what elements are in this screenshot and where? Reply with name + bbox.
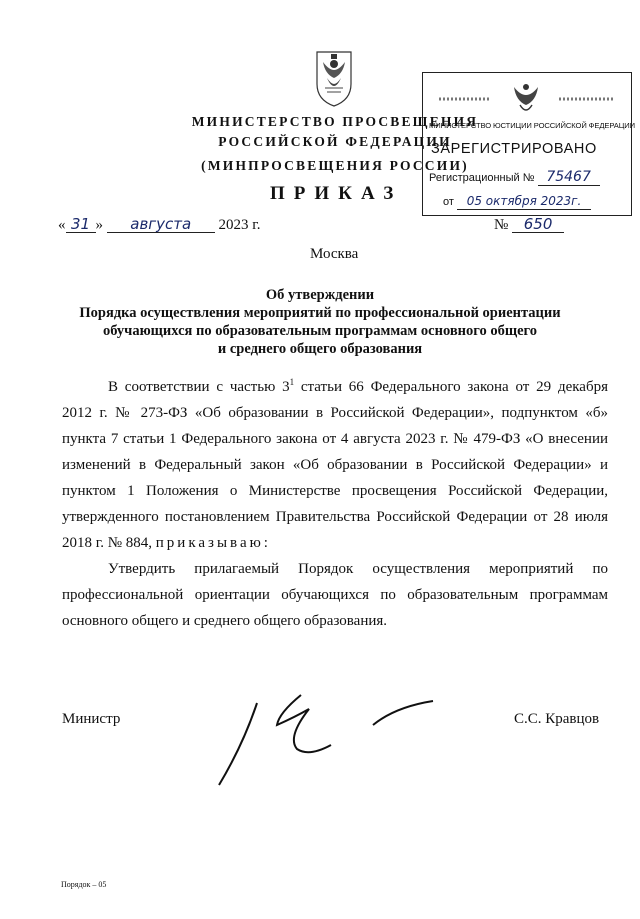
body-p1-order-word: приказываю: — [155, 535, 271, 551]
stamp-reg-label: Регистрационный № — [429, 172, 535, 184]
document-title: ПРИКАЗ — [270, 183, 403, 204]
date-year: 2023 г. — [218, 217, 261, 233]
ministry-line1: МИНИСТЕРСТВО ПРОСВЕЩЕНИЯ — [191, 114, 479, 129]
stamp-date-value: 05 октября 2023г. — [457, 193, 591, 210]
subject-line1: Об утверждении — [265, 287, 375, 303]
footer-label: Порядок – 05 — [61, 880, 107, 889]
date-day: 31 — [66, 216, 96, 233]
subject-line2: Порядка осуществления мероприятий по профессиональной ориентации — [79, 305, 561, 321]
signatory-name: С.С. Кравцов — [514, 711, 600, 727]
body-paragraph-1 — [62, 369, 608, 556]
subject-line3: обучающихся по образовательным программам основного общего — [102, 323, 538, 339]
stamp-eagle-icon — [508, 79, 544, 115]
body-p1-superscript: 1 — [289, 377, 295, 387]
stamp-texture-icon — [437, 93, 493, 105]
stamp-registration-date — [443, 193, 591, 210]
body-p1-text-b: статьи 66 Федерального закона от 29 декабря 2012 г. № 273-ФЗ «Об образовании в Российской Федерации», подпунктом «б» пункта 7 статьи 1 Федерального закона от 4 августа 2023 г. № 479-ФЗ «О внесении изменений в Федеральный закон «Об образовании в Российской Федерации» и пунктом 1 Положения о Министерстве просвещения Российской Федерации, утвержденного постановлением Правительства Российской Федерации от 28 июля 2018 г. № 884, — [62, 379, 608, 551]
stamp-status: ЗАРЕГИСТРИРОВАНО — [431, 141, 597, 157]
stamp-date-label: от — [443, 196, 454, 208]
date-month: августа — [107, 216, 215, 233]
document-subject — [70, 286, 570, 358]
order-number-value: 650 — [512, 216, 564, 233]
stamp-reg-number-value: 75467 — [538, 169, 600, 186]
order-number — [494, 216, 564, 234]
city: Москва — [310, 246, 359, 262]
body-p1-text-a: В соответствии с частью 3 — [108, 379, 290, 395]
subject-line4: и среднего общего образования — [217, 341, 423, 357]
signature-icon — [205, 685, 445, 790]
body-paragraph-2: Утвердить прилагаемый Порядок осуществления мероприятий по профессиональной ориентации обучающихся по образовательным программам основного общего и среднего общего образования. — [62, 561, 608, 629]
registration-stamp — [422, 72, 635, 216]
coat-of-arms-icon — [303, 44, 365, 108]
date-close-quote: » — [95, 217, 103, 233]
date-row — [58, 216, 260, 234]
ministry-line3: (МИНПРОСВЕЩЕНИЯ РОССИИ) — [201, 158, 469, 173]
order-number-prefix: № — [494, 217, 509, 233]
stamp-texture-icon — [557, 93, 617, 105]
signatory-position: Министр — [62, 711, 121, 727]
ministry-line2: РОССИЙСКОЙ ФЕДЕРАЦИИ — [218, 134, 452, 149]
document-body — [62, 369, 608, 634]
stamp-organization: МИНИСТЕРСТВО ЮСТИЦИИ РОССИЙСКОЙ ФЕДЕРАЦИИ — [429, 121, 635, 130]
date-open-quote: « — [58, 217, 66, 233]
stamp-registration-number — [429, 169, 600, 186]
